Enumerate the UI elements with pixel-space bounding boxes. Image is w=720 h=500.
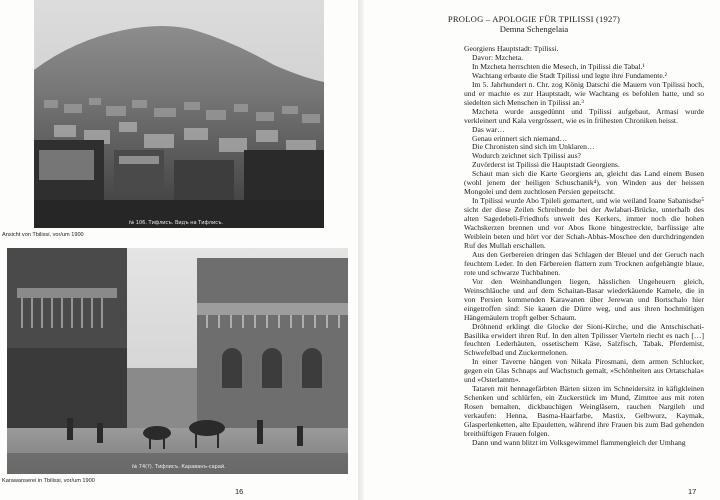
page-number-left: 16 <box>235 487 244 496</box>
body-paragraph: In Mzcheta herrschten die Mesech, in Tpilissi die Tabal.¹ <box>472 61 645 71</box>
body-paragraph: In einer Taverne hängen von Nikala Pirosmani, dem armen Schlucker, gegen ein Glas Schnaps auf Wachstuch gemalt, »Schönheiten aus Ortatschala« und »Osterlamm«. <box>464 357 704 385</box>
photo-bottom-plate-text: № 74(?). Тифлисъ. Караванъ-сарай. <box>132 464 226 470</box>
body-paragraph: In Tpilissi wurde Abo Tpileli gemartert, und wie weiland Ioane Sabanisdse⁵ sicht der diese Zeilen Schreibende bei der Awlabari-Brücke, unterhalb des alten Sagedebeli-Friedhofs unweit des Kerkers, immer noch die hohen Wachskerzen brennen und vor Abos Ikone hingestreckte, barfüssige alte Weiblein beten und hört vor der Schah-Abbas-Moschee den durchdringenden Ruf des Mullah erschallen. <box>464 196 704 250</box>
caption-caravanserai: Karawanserei in Tbilissi, vor/um 1900 <box>2 478 95 484</box>
body-paragraph: Zuvörderst ist Tpilissi die Hauptstadt Georgiens. <box>472 160 620 170</box>
body-paragraph: Wodurch zeichnet sich Tpilissi aus? <box>472 151 581 161</box>
running-author: Demna Schengelaia <box>499 24 569 34</box>
body-paragraph: Genau erinnert sich niemand… <box>472 133 568 143</box>
photo-tbilisi-view <box>34 0 324 228</box>
body-paragraph: Das war… <box>472 124 505 134</box>
body-paragraph: Davor: Mzcheta. <box>472 52 524 62</box>
photo-caravanserai-image <box>7 248 348 474</box>
body-paragraph: Aus den Gerbereien dringen das Schlagen der Bleuel und der Geruch nach feuchtem Leder. In den Färbereien flattern zum Trocknen aufgehängte blaue, rote und schwarze Tuchbahnen. <box>464 249 704 277</box>
running-title: PROLOG – APOLOGIE FÜR TPILISSI (1927) <box>447 14 621 24</box>
body-paragraph: Die Chronisten sind sich im Unklaren… <box>472 142 595 152</box>
caption-tbilisi-view: Ansicht von Tbilissi, vor/um 1900 <box>2 232 84 238</box>
body-text <box>464 45 704 448</box>
body-paragraph: Tataren mit hennagefärbten Bärten sitzen im Schneidersitz in käfigkleinen Schenken und schlürfen, ein Zuckerstück im Mund, Zimttee aus mit roten Rosen bemalten, dickbauchigen Weingläsern, rauchen Nargileh und verkaufen: Henna, Basma-Haarfarbe, Mastix, Gelbwurz, Kaymak, Glasperlenketten, alte Epauletten, während ihre Frauen bis zum Bad gehenden breithüftigen Frauen folgen. <box>464 384 704 438</box>
photo-tbilisi-view-image <box>34 0 324 228</box>
body-paragraph: Schaut man sich die Karte Georgiens an, gleicht das Land einem Busen (wohl jenem der heiligen Schuschanik⁴), von Winden aus der heissen Mongolei und dem zuchtlosen Persien gepeitscht. <box>464 169 704 197</box>
right-page <box>364 0 720 500</box>
photo-top-plate-text: № 106. Тифлисъ. Видъ на Тифлисъ. <box>129 220 224 226</box>
body-paragraph: Mzcheta wurde ausgedünnt und Tpilissi aufgebaut, Armasi wurde verkleinert und Kala vergrössert, wie es in frühesten Chroniken heisst. <box>464 106 704 125</box>
body-paragraph: Vor den Weinhandlungen liegen, hässlichen Ungeheuern gleich, Weinschläuche und auf dem Schaitan-Basar wiederkäuende Kamele, die in von Persien kommenden Karawanen über Jerewan und Bortschalo hier eingetroffen sind: Sie kauen die Dürre weg, und aus ihren hochmütigen Hängemäulern tropft gelber Schaum. <box>464 276 704 322</box>
page-number-right: 17 <box>688 487 697 496</box>
body-paragraph: Dröhnend erklingt die Glocke der Sioni-Kirche, und die Antschischati-Basilika erwidert ihren Ruf. In den alten Tpilisser Vierteln riecht es nach […] feuchten Lederhäuten, ossetischem Käse, Salzfisch, Tabak, Pferdemist, Schwefelbad und Zuckermelonen. <box>464 321 704 358</box>
body-paragraph: Wachtang erbaute die Stadt Tpilissi und legte ihre Fundamente.² <box>472 70 667 80</box>
body-paragraph: Dann und wann blitzt im Volksgewimmel flammengleich der Umhang <box>472 437 686 447</box>
photo-caravanserai <box>7 248 348 474</box>
body-paragraph: Im 5. Jahrhundert n. Chr. zog König Datschi die Mauern von Tpilissi hoch, und er machte es zur Hauptstadt, wie Wachtang es befohlen hatte, und so siedelten sich Menschen in Tpilissi an.³ <box>464 79 704 107</box>
left-page <box>0 0 358 500</box>
body-paragraph: Georgiens Hauptstadt: Tpilissi. <box>464 44 559 53</box>
